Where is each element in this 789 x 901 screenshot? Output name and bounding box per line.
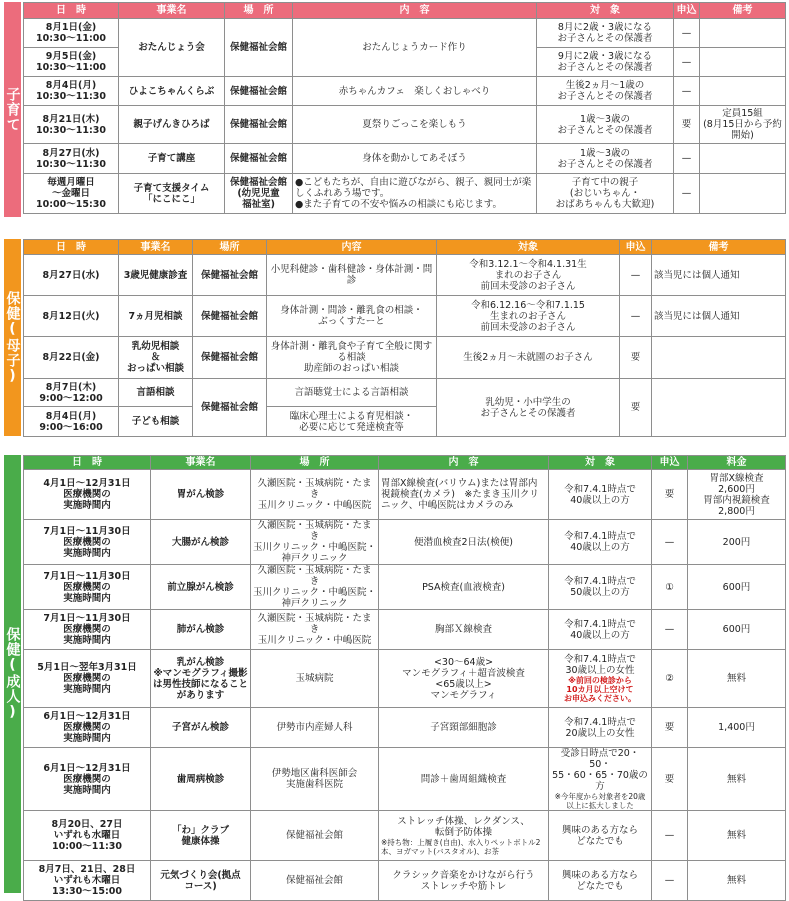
header-cell: 申込 <box>620 240 652 255</box>
header-cell: 日 時 <box>24 240 119 255</box>
table-row <box>24 255 786 296</box>
apply-cell: — <box>674 144 700 174</box>
target-cell: 9月に2歳・3歳になる お子さんとその保護者 <box>537 48 674 77</box>
note-cell <box>700 19 786 48</box>
content-cell <box>379 811 549 861</box>
table-row <box>24 296 786 337</box>
place-cell: 保健福祉会館 <box>193 337 267 379</box>
name-cell: 子育て講座 <box>119 144 225 174</box>
name-cell: 子育て支援タイム 「にこにこ」 <box>119 174 225 214</box>
name-cell: 前立腺がん検診 <box>151 565 251 610</box>
header-cell: 内 容 <box>293 3 537 19</box>
content-cell: 子宮頸部細胞診 <box>379 708 549 748</box>
target-cell: 令和3.12.1～令和4.1.31生 まれのお子さん 前回未受診のお子さん <box>437 255 620 296</box>
name-cell: 胃がん検診 <box>151 470 251 520</box>
date-cell: 毎週月曜日 ～金曜日 10:00～15:30 <box>24 174 119 214</box>
table-row <box>24 470 786 520</box>
table-row <box>24 811 786 861</box>
content-cell: 小児科健診・歯科健診・身体計測・問診 <box>267 255 437 296</box>
place-cell: 保健福祉会館 <box>193 255 267 296</box>
target-cell: 令和7.4.1時点で 40歳以上の方 <box>549 610 652 650</box>
header-cell: 内 容 <box>379 456 549 470</box>
apply-cell: — <box>674 77 700 106</box>
hoken-seijin-table <box>23 455 786 901</box>
note-cell: 定員15組 (8月15日から予約開始) <box>700 106 786 144</box>
apply-cell: 要 <box>674 106 700 144</box>
header-cell: 場 所 <box>225 3 293 19</box>
date-cell: 7月1日～11月30日 医療機関の 実施時間内 <box>24 610 151 650</box>
name-cell: 言語相談 <box>119 379 193 407</box>
place-cell: 保健福祉会館 <box>225 77 293 106</box>
header-cell: 対象 <box>437 240 620 255</box>
section-label-hoken-boshi: 保健(母子) <box>4 239 21 436</box>
name-cell: ひよこちゃんくらぶ <box>119 77 225 106</box>
name-cell: 「わ」クラブ 健康体操 <box>151 811 251 861</box>
date-cell: 8月4日(月) 9:00～16:00 <box>24 407 119 437</box>
content-cell: 臨床心理士による育児相談・ 必要に応じて発達検査等 <box>267 407 437 437</box>
target-cell: 令和6.12.16～令和7.1.15 生まれのお子さん 前回未受診のお子さん <box>437 296 620 337</box>
name-cell: 歯周病検診 <box>151 748 251 811</box>
place-cell: 玉城病院 <box>251 650 379 708</box>
note-cell <box>652 379 786 437</box>
section-kosodate <box>4 2 785 217</box>
table-row <box>24 861 786 901</box>
fee-cell: 無料 <box>688 650 786 708</box>
date-cell: 8月27日(水) <box>24 255 119 296</box>
date-cell: 8月20日、27日 いずれも水曜日 10:00～11:30 <box>24 811 151 861</box>
fee-cell: 無料 <box>688 861 786 901</box>
target-cell: 令和7.4.1時点で 40歳以上の方 <box>549 470 652 520</box>
note-cell: 該当児には個人通知 <box>652 296 786 337</box>
date-cell: 8月7日(木) 9:00～12:00 <box>24 379 119 407</box>
content-cell: 問診＋歯周組織検査 <box>379 748 549 811</box>
kosodate-table <box>23 2 786 214</box>
content-cell: 胸部Ｘ線検査 <box>379 610 549 650</box>
place-cell: 保健福祉会館 <box>225 144 293 174</box>
content-cell: 夏祭りごっこを楽しもう <box>293 106 537 144</box>
header-row <box>24 3 786 19</box>
fee-cell: 胃部X線検査 2,600円 胃部内視鏡検査 2,800円 <box>688 470 786 520</box>
target-cell: 8月に2歳・3歳になる お子さんとその保護者 <box>537 19 674 48</box>
place-cell: 保健福祉会館 <box>251 811 379 861</box>
content-cell: 身体を動かしてあそぼう <box>293 144 537 174</box>
content-cell: 身体計測・離乳食や子育て全般に関する相談 助産師のおっぱい相談 <box>267 337 437 379</box>
apply-cell: — <box>674 174 700 214</box>
table-row <box>24 106 786 144</box>
header-cell: 事業名 <box>119 3 225 19</box>
target-cell: 1歳～3歳の お子さんとその保護者 <box>537 106 674 144</box>
date-cell: 8月21日(木) 10:30～11:30 <box>24 106 119 144</box>
header-cell: 日 時 <box>24 456 151 470</box>
table-row <box>24 19 786 48</box>
name-cell: 子ども相談 <box>119 407 193 437</box>
apply-cell: — <box>652 520 688 565</box>
header-cell: 対 象 <box>549 456 652 470</box>
name-cell: おたんじょう会 <box>119 19 225 77</box>
target-text: 令和7.4.1時点で 30歳以上の女性 <box>564 654 636 676</box>
content-small-note: ※持ち物：上履き(自由)、水入りペットボトル2本、ヨガマット(バスタオル)、お茶 <box>381 837 541 856</box>
target-small-note: ※今年度から対象者を20歳以上に拡大しました <box>554 792 646 810</box>
place-cell: 保健福祉会館 <box>193 379 267 437</box>
target-cell <box>549 650 652 708</box>
date-cell: 7月1日～11月30日 医療機関の 実施時間内 <box>24 520 151 565</box>
date-cell: 5月1日～翌年3月31日 医療機関の 実施時間内 <box>24 650 151 708</box>
date-cell: 6月1日～12月31日 医療機関の 実施時間内 <box>24 708 151 748</box>
place-cell: 保健福祉会館 <box>225 106 293 144</box>
table-row <box>24 650 786 708</box>
content-cell: 赤ちゃんカフェ 楽しくおしゃべり <box>293 77 537 106</box>
target-cell: 令和7.4.1時点で 40歳以上の方 <box>549 520 652 565</box>
place-cell: 久瀬医院・玉城病院・たまき 玉川クリニック・中嶋医院 <box>251 610 379 650</box>
name-cell: 乳がん検診 ※マンモグラフィ撮影は男性技師になることがあります <box>151 650 251 708</box>
section-label-kosodate: 子育て <box>4 2 21 217</box>
header-cell: 日 時 <box>24 3 119 19</box>
table-row <box>24 708 786 748</box>
table-row <box>24 174 786 214</box>
apply-cell: — <box>652 811 688 861</box>
name-cell: 親子げんきひろば <box>119 106 225 144</box>
header-cell: 場所 <box>193 240 267 255</box>
place-cell: 久瀬医院・玉城病院・たまき 玉川クリニック・中嶋医院・ 神戸クリニック <box>251 520 379 565</box>
apply-cell: 要 <box>652 748 688 811</box>
date-cell: 8月22日(金) <box>24 337 119 379</box>
note-cell <box>700 174 786 214</box>
header-cell: 備考 <box>700 3 786 19</box>
apply-cell: 要 <box>620 337 652 379</box>
content-cell: <30～64歳> マンモグラフィ＋超音波検査 <65歳以上> マンモグラフィ <box>379 650 549 708</box>
table-row <box>24 565 786 610</box>
target-note: ※前回の検診から 10カ月以上空けて お申込みください。 <box>564 676 636 703</box>
header-cell: 申込 <box>652 456 688 470</box>
note-cell <box>700 144 786 174</box>
apply-cell: 要 <box>652 470 688 520</box>
table-row <box>24 379 786 407</box>
place-cell: 保健福祉会館 (幼児児童 福祉室) <box>225 174 293 214</box>
name-cell: 大腸がん検診 <box>151 520 251 565</box>
header-cell: 対 象 <box>537 3 674 19</box>
target-cell: 1歳～3歳の お子さんとその保護者 <box>537 144 674 174</box>
date-cell: 8月12日(火) <box>24 296 119 337</box>
place-cell: 伊勢市内産婦人科 <box>251 708 379 748</box>
place-cell: 久瀬医院・玉城病院・たまき 玉川クリニック・中嶋医院・ 神戸クリニック <box>251 565 379 610</box>
content-cell: おたんじょうカード作り <box>293 19 537 77</box>
note-cell <box>700 48 786 77</box>
place-cell: 伊勢地区歯科医師会 実施歯科医院 <box>251 748 379 811</box>
table-row <box>24 748 786 811</box>
apply-cell: ② <box>652 650 688 708</box>
fee-cell: 200円 <box>688 520 786 565</box>
fee-cell: 600円 <box>688 610 786 650</box>
target-text: 受診日時点で20・50・ 55・60・65・70歳の方 <box>552 748 648 792</box>
date-cell: 4月1日～12月31日 医療機関の 実施時間内 <box>24 470 151 520</box>
target-cell: 生後2ヵ月～未就園のお子さん <box>437 337 620 379</box>
date-cell: 9月5日(金) 10:30～11:00 <box>24 48 119 77</box>
target-cell: 令和7.4.1時点で 50歳以上の方 <box>549 565 652 610</box>
date-cell: 8月7日、21日、28日 いずれも木曜日 13:30～15:00 <box>24 861 151 901</box>
apply-cell: — <box>674 48 700 77</box>
date-cell: 8月1日(金) 10:30～11:00 <box>24 19 119 48</box>
header-cell: 料金 <box>688 456 786 470</box>
apply-cell: — <box>652 610 688 650</box>
fee-cell: 無料 <box>688 811 786 861</box>
content-cell: PSA検査(血液検査) <box>379 565 549 610</box>
target-cell <box>549 748 652 811</box>
section-hoken-boshi <box>4 239 785 436</box>
fee-cell: 無料 <box>688 748 786 811</box>
content-cell: 便潜血検査2日法(検便) <box>379 520 549 565</box>
apply-cell: — <box>674 19 700 48</box>
target-cell: 興味のある方なら どなたでも <box>549 861 652 901</box>
note-cell <box>700 77 786 106</box>
content-cell: クラシック音楽をかけながら行う ストレッチや筋トレ <box>379 861 549 901</box>
header-cell: 備考 <box>652 240 786 255</box>
date-cell: 6月1日～12月31日 医療機関の 実施時間内 <box>24 748 151 811</box>
table-row <box>24 144 786 174</box>
date-cell: 8月4日(月) 10:30～11:30 <box>24 77 119 106</box>
apply-cell: — <box>620 296 652 337</box>
target-cell: 子育て中の親子 (おじいちゃん・ おばあちゃんも大歓迎) <box>537 174 674 214</box>
table-row <box>24 77 786 106</box>
date-cell: 8月27日(水) 10:30～11:30 <box>24 144 119 174</box>
header-cell: 事業名 <box>151 456 251 470</box>
section-hoken-seijin <box>4 455 785 897</box>
header-cell: 事業名 <box>119 240 193 255</box>
fee-cell: 1,400円 <box>688 708 786 748</box>
apply-cell: 要 <box>652 708 688 748</box>
place-cell: 保健福祉会館 <box>225 19 293 77</box>
note-cell <box>652 337 786 379</box>
target-cell: 興味のある方なら どなたでも <box>549 811 652 861</box>
name-cell: 肺がん検診 <box>151 610 251 650</box>
header-row <box>24 456 786 470</box>
place-cell: 保健福祉会館 <box>193 296 267 337</box>
table-row <box>24 520 786 565</box>
name-cell: 3歳児健康診査 <box>119 255 193 296</box>
name-cell: 乳幼児相談 ＆ おっぱい相談 <box>119 337 193 379</box>
hoken-boshi-table <box>23 239 786 437</box>
header-cell: 内容 <box>267 240 437 255</box>
target-cell: 生後2ヵ月～1歳の お子さんとその保護者 <box>537 77 674 106</box>
name-cell: 子宮がん検診 <box>151 708 251 748</box>
target-cell: 乳幼児・小中学生の お子さんとその保護者 <box>437 379 620 437</box>
table-row <box>24 610 786 650</box>
header-cell: 場 所 <box>251 456 379 470</box>
content-cell: 胃部X線検査(バリウム)または胃部内視鏡検査(カメラ) ※たまき玉川クリニック、中嶋医院はカメラのみ <box>379 470 549 520</box>
place-cell: 久瀬医院・玉城病院・たまき 玉川クリニック・中嶋医院 <box>251 470 379 520</box>
apply-cell: ① <box>652 565 688 610</box>
target-cell: 令和7.4.1時点で 20歳以上の女性 <box>549 708 652 748</box>
apply-cell: — <box>652 861 688 901</box>
table-row <box>24 337 786 379</box>
name-cell: 元気づくり会(拠点 コース) <box>151 861 251 901</box>
apply-cell: — <box>620 255 652 296</box>
content-cell: 身体計測・問診・離乳食の相談・ ぶっくすたーと <box>267 296 437 337</box>
fee-cell: 600円 <box>688 565 786 610</box>
content-cell: 言語聴覚士による言語相談 <box>267 379 437 407</box>
content-cell: ●こどもたちが、自由に遊びながら、親子、親同士が楽しくふれあう場です。 ●また子育ての不安や悩みの相談にも応じます。 <box>293 174 537 214</box>
header-cell: 申込 <box>674 3 700 19</box>
name-cell: 7ヵ月児相談 <box>119 296 193 337</box>
content-text: ストレッチ体操、レクダンス、 転倒予防体操 <box>397 815 530 838</box>
place-cell: 保健福祉会館 <box>251 861 379 901</box>
date-cell: 7月1日～11月30日 医療機関の 実施時間内 <box>24 565 151 610</box>
section-label-hoken-seijin: 保健(成人) <box>4 455 21 893</box>
header-row <box>24 240 786 255</box>
note-cell: 該当児には個人通知 <box>652 255 786 296</box>
apply-cell: 要 <box>620 379 652 437</box>
